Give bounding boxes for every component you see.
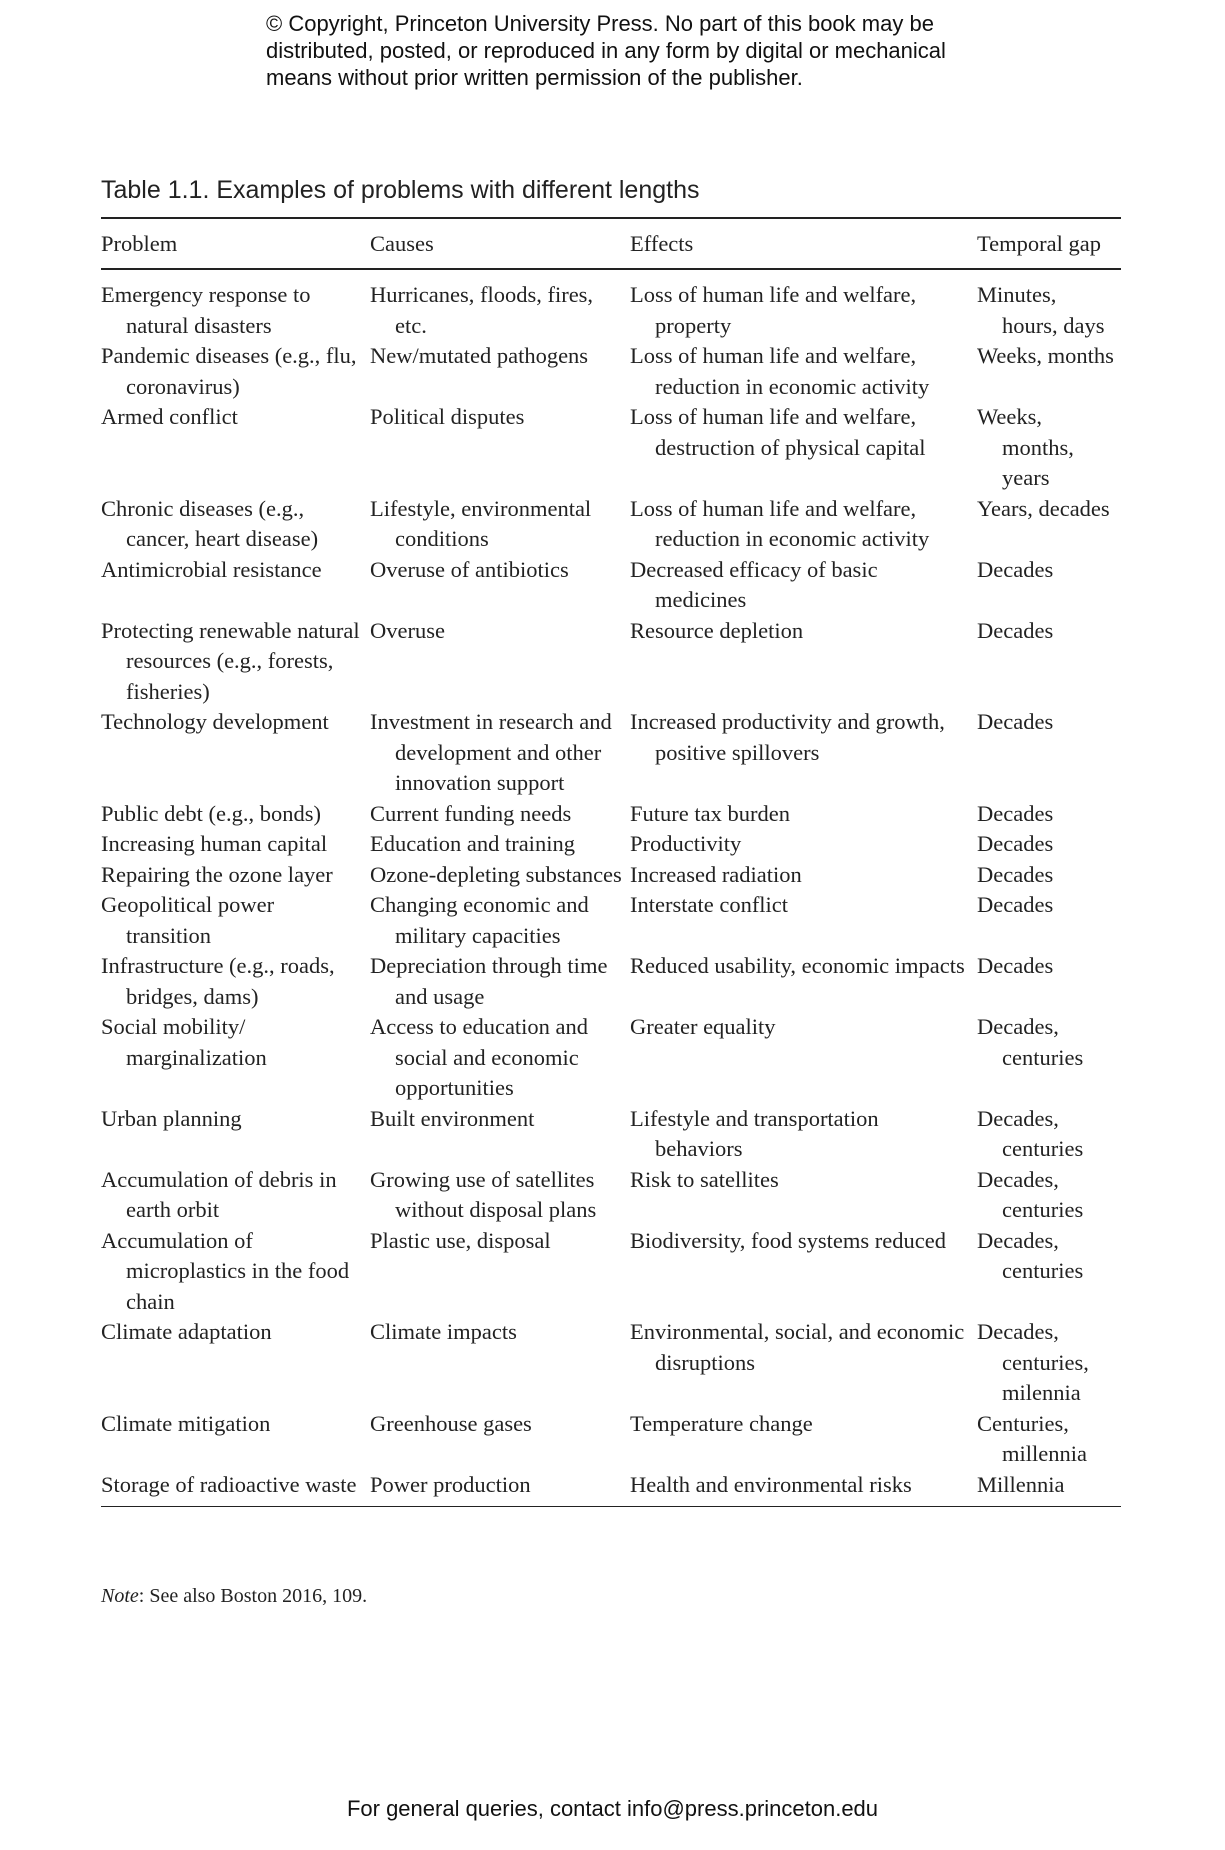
header-effects: Effects bbox=[630, 230, 694, 256]
table-row bbox=[101, 1409, 1121, 1470]
table-row bbox=[101, 890, 1121, 951]
cell-temporal-gap bbox=[977, 890, 1121, 951]
copyright-line: distributed, posted, or reproduced in any form by digital or mechanical bbox=[266, 38, 946, 63]
cell-temporal-gap bbox=[977, 829, 1121, 860]
cell-text: Repairing the ozone layer bbox=[101, 861, 333, 887]
cell-text: Loss of human life and welfare, reduction in economic activity bbox=[630, 343, 930, 399]
cell-text: Increasing human capital bbox=[101, 831, 328, 856]
cell-causes bbox=[370, 1409, 630, 1470]
cell-temporal-gap bbox=[977, 341, 1121, 402]
cell-text: Millennia bbox=[977, 1471, 1065, 1497]
cell-text: New/mutated pathogens bbox=[370, 343, 589, 368]
cell-temporal-gap bbox=[977, 1470, 1121, 1501]
cell-text: Weeks, months bbox=[977, 343, 1114, 368]
cell-text: Decades bbox=[977, 800, 1054, 826]
cell-text: Years, decades bbox=[977, 495, 1110, 521]
cell-text: Decades bbox=[977, 709, 1054, 734]
cell-effects bbox=[630, 1409, 977, 1470]
cell-temporal-gap bbox=[977, 1409, 1121, 1470]
copyright-line: means without prior written permission of the publisher. bbox=[266, 65, 803, 90]
cell-text: Technology development bbox=[101, 709, 329, 734]
cell-temporal-gap bbox=[977, 707, 1121, 799]
cell-text: Changing economic and military capacities bbox=[370, 892, 589, 948]
cell-text: Pandemic diseases (e.g., flu, coronavirus) bbox=[101, 343, 357, 399]
cell-effects bbox=[630, 555, 977, 616]
cell-text: Decades, centuries bbox=[977, 1166, 1084, 1222]
cell-problem bbox=[101, 494, 370, 555]
cell-effects bbox=[630, 890, 977, 951]
cell-text: Decades bbox=[977, 556, 1054, 582]
cell-text: Current funding needs bbox=[370, 800, 572, 826]
cell-problem bbox=[101, 860, 370, 891]
table-row bbox=[101, 341, 1121, 402]
cell-problem bbox=[101, 1409, 370, 1470]
cell-text: Accumulation of microplastics in the food chain bbox=[101, 1227, 350, 1314]
cell-text: Accumulation of debris in earth orbit bbox=[101, 1166, 337, 1222]
cell-effects bbox=[630, 494, 977, 555]
cell-temporal-gap bbox=[977, 1165, 1121, 1226]
note-label: Note bbox=[101, 1585, 139, 1607]
table-row bbox=[101, 1104, 1121, 1165]
cell-causes bbox=[370, 494, 630, 555]
cell-text: Lifestyle and transportation behaviors bbox=[630, 1105, 879, 1161]
cell-text: Environmental, social, and economic disruptions bbox=[630, 1319, 965, 1375]
cell-temporal-gap bbox=[977, 799, 1121, 830]
cell-temporal-gap bbox=[977, 860, 1121, 891]
cell-problem bbox=[101, 616, 370, 708]
cell-text: Decades, centuries bbox=[977, 1227, 1084, 1283]
cell-causes bbox=[370, 341, 630, 402]
note-text: : See also Boston 2016, 109. bbox=[138, 1585, 368, 1607]
cell-problem bbox=[101, 951, 370, 1012]
cell-text: Decades bbox=[977, 861, 1054, 887]
table-body bbox=[101, 219, 1121, 1500]
header-causes: Causes bbox=[370, 230, 434, 256]
cell-problem bbox=[101, 402, 370, 494]
cell-text: Chronic diseases (e.g., cancer, heart disease) bbox=[101, 495, 319, 551]
cell-text: Climate impacts bbox=[370, 1319, 517, 1344]
cell-text: Reduced usability, economic impacts bbox=[630, 953, 965, 978]
cell-text: Depreciation through time and usage bbox=[370, 953, 608, 1009]
header-temporal-gap: Temporal gap bbox=[977, 230, 1102, 256]
cell-text: Increased radiation bbox=[630, 861, 802, 887]
cell-text: Public debt (e.g., bonds) bbox=[101, 800, 321, 826]
cell-problem bbox=[101, 707, 370, 799]
cell-temporal-gap bbox=[977, 1012, 1121, 1104]
cell-effects bbox=[630, 1012, 977, 1104]
cell-causes bbox=[370, 951, 630, 1012]
cell-text: Decades bbox=[977, 617, 1054, 643]
cell-temporal-gap bbox=[977, 616, 1121, 708]
cell-problem bbox=[101, 1012, 370, 1104]
cell-effects bbox=[630, 280, 977, 341]
cell-text: Education and training bbox=[370, 831, 575, 856]
table-row bbox=[101, 951, 1121, 1012]
cell-text: Productivity bbox=[630, 831, 742, 856]
cell-causes bbox=[370, 1012, 630, 1104]
cell-text: Loss of human life and welfare, destruction of physical capital bbox=[630, 404, 926, 460]
table-bottom-rule bbox=[101, 1506, 1121, 1507]
cell-problem bbox=[101, 799, 370, 830]
cell-text: Loss of human life and welfare, property bbox=[630, 282, 917, 338]
table-row bbox=[101, 860, 1121, 891]
cell-problem bbox=[101, 890, 370, 951]
cell-text: Future tax burden bbox=[630, 800, 790, 826]
cell-text: Greater equality bbox=[630, 1014, 776, 1039]
table-row bbox=[101, 799, 1121, 830]
cell-effects bbox=[630, 1317, 977, 1409]
table-row bbox=[101, 494, 1121, 555]
cell-causes bbox=[370, 890, 630, 951]
cell-problem bbox=[101, 1317, 370, 1409]
cell-causes bbox=[370, 402, 630, 494]
cell-text: Centuries, millennia bbox=[977, 1410, 1087, 1466]
cell-text: Storage of radioactive waste bbox=[101, 1471, 357, 1497]
cell-temporal-gap bbox=[977, 1317, 1121, 1409]
cell-text: Decades bbox=[977, 831, 1054, 856]
cell-text: Decreased efficacy of basic medicines bbox=[630, 556, 878, 612]
cell-text: Interstate conflict bbox=[630, 892, 789, 917]
cell-text: Political disputes bbox=[370, 404, 525, 429]
header-rule-row bbox=[101, 269, 1121, 280]
cell-text: Hurricanes, floods, fires, etc. bbox=[370, 282, 594, 338]
cell-problem bbox=[101, 1226, 370, 1318]
problems-table bbox=[101, 217, 1121, 1507]
cell-problem bbox=[101, 280, 370, 341]
cell-temporal-gap bbox=[977, 402, 1121, 494]
cell-causes bbox=[370, 1165, 630, 1226]
copyright-line: © Copyright, Princeton University Press. No part of this book may be bbox=[266, 11, 934, 36]
cell-effects bbox=[630, 1226, 977, 1318]
cell-problem bbox=[101, 1165, 370, 1226]
cell-text: Protecting renewable natural resources (e.g., forests, fisheries) bbox=[101, 617, 360, 704]
cell-effects bbox=[630, 1165, 977, 1226]
cell-text: Lifestyle, environmental conditions bbox=[370, 495, 592, 551]
cell-text: Plastic use, disposal bbox=[370, 1227, 551, 1253]
cell-text: Health and environmental risks bbox=[630, 1471, 912, 1497]
cell-effects bbox=[630, 860, 977, 891]
cell-text: Access to education and social and economic opportunities bbox=[370, 1014, 589, 1100]
cell-text: Decades bbox=[977, 892, 1054, 917]
cell-text: Risk to satellites bbox=[630, 1166, 779, 1192]
table-row bbox=[101, 1226, 1121, 1318]
cell-text: Decades, centuries bbox=[977, 1105, 1084, 1161]
cell-causes bbox=[370, 799, 630, 830]
table-row bbox=[101, 1165, 1121, 1226]
table-row bbox=[101, 829, 1121, 860]
cell-problem bbox=[101, 1104, 370, 1165]
cell-text: Infrastructure (e.g., roads, bridges, dams) bbox=[101, 953, 335, 1009]
cell-effects bbox=[630, 799, 977, 830]
cell-text: Power production bbox=[370, 1471, 531, 1497]
table-header-row bbox=[101, 219, 1121, 269]
cell-problem bbox=[101, 341, 370, 402]
cell-text: Decades, centuries bbox=[977, 1014, 1084, 1070]
cell-text: Antimicrobial resistance bbox=[101, 556, 322, 582]
cell-problem bbox=[101, 555, 370, 616]
cell-text: Built environment bbox=[370, 1105, 535, 1131]
cell-temporal-gap bbox=[977, 280, 1121, 341]
cell-text: Climate adaptation bbox=[101, 1319, 272, 1344]
cell-temporal-gap bbox=[977, 555, 1121, 616]
cell-text: Temperature change bbox=[630, 1410, 813, 1436]
header-problem: Problem bbox=[101, 230, 178, 256]
cell-text: Ozone-depleting substances bbox=[370, 861, 622, 887]
cell-effects bbox=[630, 341, 977, 402]
table-title: Table 1.1. Examples of problems with different lengths bbox=[101, 176, 700, 204]
cell-text: Weeks, months, years bbox=[977, 404, 1074, 490]
cell-temporal-gap bbox=[977, 951, 1121, 1012]
cell-text: Geopolitical power transition bbox=[101, 892, 275, 948]
cell-problem bbox=[101, 829, 370, 860]
table-row bbox=[101, 555, 1121, 616]
cell-text: Growing use of satellites without disposal plans bbox=[370, 1166, 597, 1222]
table-row bbox=[101, 1470, 1121, 1501]
table-row bbox=[101, 707, 1121, 799]
cell-causes bbox=[370, 707, 630, 799]
table-row bbox=[101, 616, 1121, 708]
cell-text: Decades, centuries, milennia bbox=[977, 1319, 1089, 1405]
cell-text: Decades bbox=[977, 953, 1054, 978]
cell-effects bbox=[630, 1104, 977, 1165]
cell-text: Increased productivity and growth, positive spillovers bbox=[630, 709, 945, 765]
cell-text: Social mobility/ marginalization bbox=[101, 1014, 267, 1070]
cell-text: Overuse of antibiotics bbox=[370, 556, 569, 582]
table-row bbox=[101, 1317, 1121, 1409]
cell-effects bbox=[630, 402, 977, 494]
cell-causes bbox=[370, 829, 630, 860]
cell-text: Biodiversity, food systems reduced bbox=[630, 1227, 946, 1253]
cell-causes bbox=[370, 555, 630, 616]
cell-effects bbox=[630, 616, 977, 708]
cell-temporal-gap bbox=[977, 1104, 1121, 1165]
cell-causes bbox=[370, 860, 630, 891]
cell-temporal-gap bbox=[977, 494, 1121, 555]
cell-text: Greenhouse gases bbox=[370, 1410, 532, 1436]
cell-text: Climate mitigation bbox=[101, 1410, 271, 1436]
cell-text: Armed conflict bbox=[101, 404, 238, 429]
table-row bbox=[101, 280, 1121, 341]
table-note bbox=[101, 1585, 367, 1608]
cell-effects bbox=[630, 951, 977, 1012]
table-row bbox=[101, 402, 1121, 494]
cell-causes bbox=[370, 280, 630, 341]
table-row bbox=[101, 1012, 1121, 1104]
cell-temporal-gap bbox=[977, 1226, 1121, 1318]
cell-text: Resource depletion bbox=[630, 617, 804, 643]
copyright-notice bbox=[266, 10, 986, 91]
cell-problem bbox=[101, 1470, 370, 1501]
cell-causes bbox=[370, 1226, 630, 1318]
cell-text: Emergency response to natural disasters bbox=[101, 282, 311, 338]
cell-effects bbox=[630, 707, 977, 799]
cell-effects bbox=[630, 1470, 977, 1501]
cell-text: Investment in research and development and other innovation support bbox=[370, 709, 612, 795]
cell-causes bbox=[370, 1317, 630, 1409]
cell-text: Urban planning bbox=[101, 1105, 242, 1131]
cell-causes bbox=[370, 1470, 630, 1501]
cell-text: Minutes, hours, days bbox=[977, 282, 1105, 338]
cell-text: Loss of human life and welfare, reduction in economic activity bbox=[630, 495, 930, 551]
cell-causes bbox=[370, 616, 630, 708]
footer-contact: For general queries, contact info@press.princeton.edu bbox=[346, 1796, 879, 1821]
cell-text: Overuse bbox=[370, 617, 445, 643]
cell-effects bbox=[630, 829, 977, 860]
cell-causes bbox=[370, 1104, 630, 1165]
